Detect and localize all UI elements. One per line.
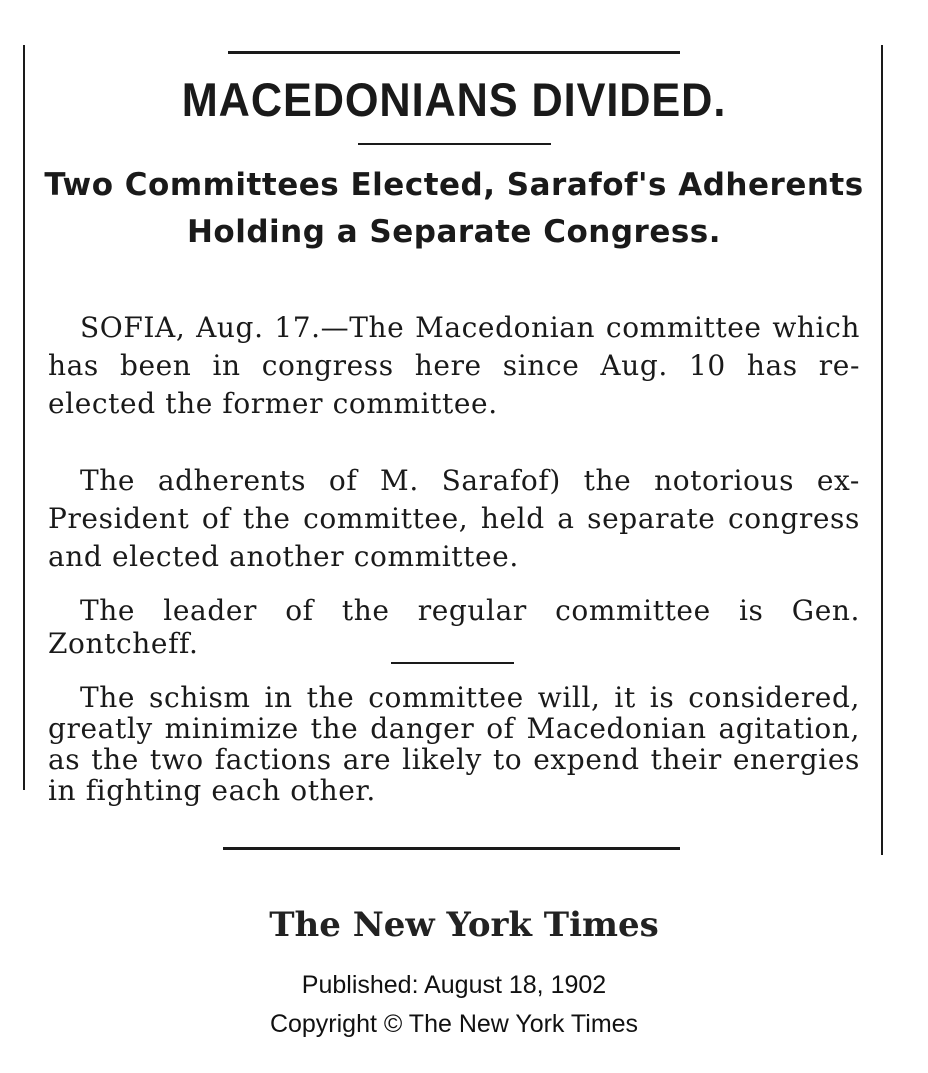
article-paragraph: The adherents of M. Sarafof) the notorious ex-President of the committee, held a separate congress and elected another committee.: [48, 464, 860, 573]
headline-divider: [358, 143, 551, 145]
article-paragraph: The leader of the regular committee is Gen. Zontcheff.: [48, 594, 860, 660]
nyt-masthead-logo: The New York Times: [269, 905, 659, 945]
article-headline: MACEDONIANS DIVIDED.: [181, 73, 727, 126]
right-column-rule: [881, 45, 883, 855]
copyright-notice: Copyright © The New York Times: [269, 1010, 639, 1038]
article-subheadline: Two Committees Elected, Sarafof's Adherents Holding a Separate Congress.: [44, 167, 864, 250]
left-column-rule: [23, 45, 25, 790]
article-paragraph: SOFIA, Aug. 17.—The Macedonian committee which has been in congress here since Aug. 10 has re-elected the former committee.: [48, 311, 860, 420]
article-paragraph: The schism in the committee will, it is considered, greatly minimize the danger of Macedonian agitation, as the two factions are likely to expend their energies in fighting each other.: [48, 681, 860, 807]
paragraph-divider: [391, 662, 514, 664]
publication-date: Published: August 18, 1902: [301, 971, 607, 999]
bottom-rule: [223, 847, 680, 850]
top-rule: [228, 51, 680, 54]
